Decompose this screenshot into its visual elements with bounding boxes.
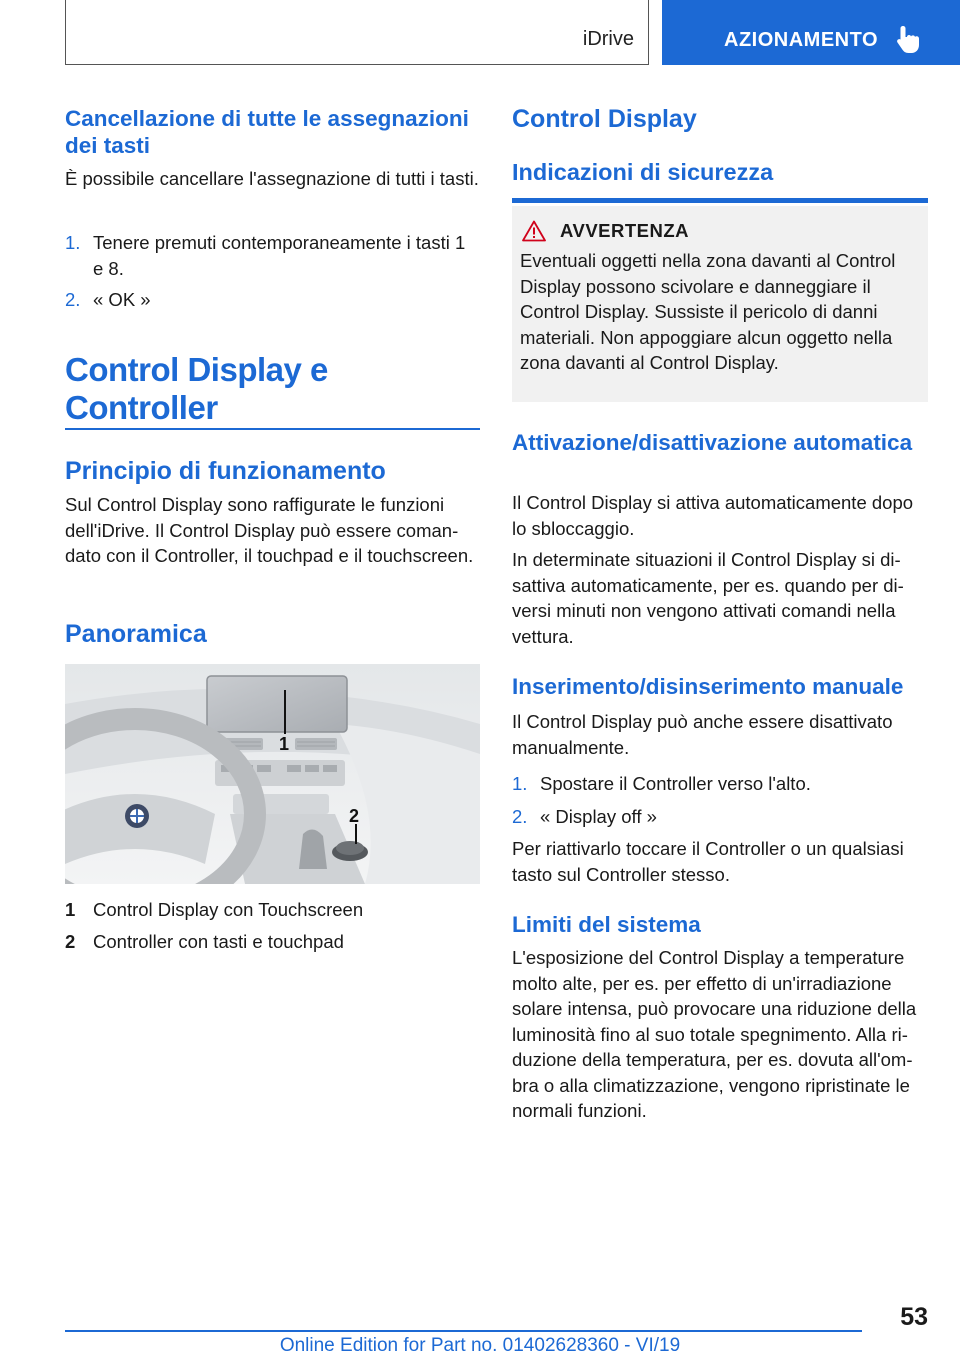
list-item	[65, 287, 480, 313]
list-item-text: « Display off »	[540, 806, 657, 827]
paragraph-cancel: È possibile cancellare l'assegnazione di tutti i tasti.	[65, 168, 479, 189]
callout-label-1: 1	[279, 734, 290, 754]
header-chapter-tab[interactable]	[662, 0, 960, 65]
hand-pointer-icon	[895, 24, 921, 54]
section-divider	[65, 428, 480, 430]
list-item-text: Spostare il Controller verso l'alto.	[540, 773, 811, 794]
warning-triangle-icon	[522, 220, 546, 242]
list-item-text: Tenere premuti contemporaneamente i tasti 1 e 8.	[93, 232, 466, 279]
heading-safety: Indicazioni di sicurezza	[512, 159, 774, 185]
heading-limits: Limiti del sistema	[512, 912, 701, 937]
warning-box	[512, 206, 928, 402]
controller-knob	[336, 841, 364, 855]
paragraph-auto-2: In determinate situazioni il Control Display si disattiva automaticamente, per es. quando per diversi minuti non vengono attivati comandi nella vettura.	[512, 549, 904, 647]
safety-divider	[512, 198, 928, 203]
paragraph-reactivate: Per riattivarlo toccare il Controller o un qualsiasi tasto sul Controller stesso.	[512, 838, 904, 885]
paragraph-manual: Il Control Display può anche essere disattivato manualmente.	[512, 711, 893, 758]
legend-item	[65, 897, 480, 923]
header-section-title: iDrive	[582, 28, 634, 50]
warning-header	[520, 220, 920, 242]
list-item-number: 2.	[65, 289, 81, 310]
legend-text: Controller con tasti e touchpad	[93, 931, 344, 952]
heading-cancel-assignments: Cancellazione di tutte le assegnazioni dei tasti	[65, 106, 469, 158]
header-chapter-title: AZIONAMENTO	[724, 29, 879, 51]
paragraph-principle: Sul Control Display sono raffigurate le funzioni dell'iDrive. Il Control Display può essere comandato con il Controller, il touchpad e il touchscreen.	[65, 494, 474, 566]
warning-text: Eventuali oggetti nella zona davanti al Control Display possono scivolare e danneggiare il Control Display. Sussiste il pericolo di danni materiali. Non appoggiare alcun oggetto nella zona davanti al Control Display.	[520, 250, 896, 373]
heading-principle: Principio di funzionamento	[65, 457, 386, 485]
list-item	[512, 771, 928, 797]
legend-number: 2	[65, 931, 76, 952]
list-item	[65, 230, 480, 281]
interior-illustration	[65, 664, 480, 884]
control-display-screen	[207, 676, 347, 732]
callout-label-2: 2	[349, 806, 360, 826]
interior-drawing	[65, 664, 480, 884]
list-item-number: 1.	[65, 232, 81, 253]
list-item-text: « OK »	[93, 289, 151, 310]
header-section-box	[65, 0, 649, 65]
list-item-number: 2.	[512, 806, 528, 827]
footer-divider	[65, 1330, 862, 1332]
heading-manual: Inserimento/disinserimento manuale	[512, 674, 904, 699]
legend-item	[65, 929, 480, 955]
heading-control-display: Control Display	[512, 105, 697, 133]
heading-auto-activation: Attivazione/disattivazione automatica	[512, 430, 913, 455]
page-number: 53	[900, 1303, 928, 1331]
heading-control-display-controller: Control Display e Controller	[65, 351, 328, 426]
list-item-number: 1.	[512, 773, 528, 794]
list-item	[512, 804, 928, 830]
paragraph-limits: L'esposizione del Control Display a temperature molto alte, per es. per effetto di un'irradiazione solare intensa, può provocare una riduzione della luminosità fino al suo totale spegnimento. Alla riduzione della temperatura, per es. dovuta all'ombra o alla climatizzazione, vengono ripristinate le normali funzioni.	[512, 947, 917, 1121]
paragraph-auto-1: Il Control Display si attiva automaticamente dopo lo sbloccaggio.	[512, 492, 914, 539]
warning-title: AVVERTENZA	[560, 220, 690, 241]
footer-edition: Online Edition for Part no. 01402628360 - VI/19	[279, 1335, 681, 1356]
legend-number: 1	[65, 899, 76, 920]
legend-text: Control Display con Touchscreen	[93, 899, 364, 920]
heading-overview: Panoramica	[65, 620, 207, 648]
